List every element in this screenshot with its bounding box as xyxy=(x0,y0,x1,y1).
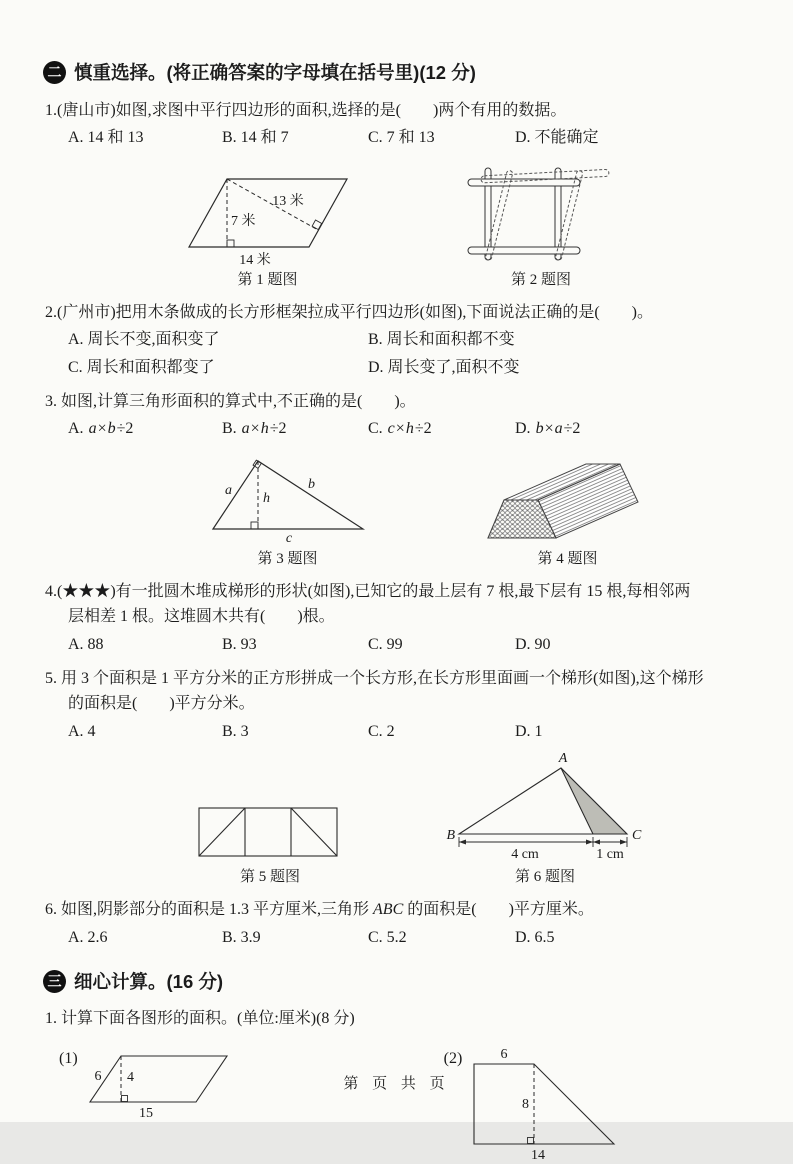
q5-option-b: B. 3 xyxy=(222,722,249,740)
q1-option-c: C. 7 和 13 xyxy=(368,129,435,147)
figure-4-caption: 第 4 题图 xyxy=(537,550,598,567)
section-choice-title: 慎重选择。(将正确答案的字母填在括号里)(12 分) xyxy=(74,62,476,83)
q2-option-b: B. 周长和面积都不变 xyxy=(368,331,515,349)
calc-figure-1-tag: (1) xyxy=(59,1049,78,1067)
q1-option-d: D. 不能确定 xyxy=(515,129,599,147)
question-5-stem-line2: 的面积是( )平方分米。 xyxy=(68,695,255,713)
fig6-vertex-a-label: A xyxy=(558,751,568,767)
q2-option-c: C. 周长和面积都变了 xyxy=(68,358,215,376)
fig1-height-label: 7 米 xyxy=(231,213,256,229)
fig6-segment2-label: 1 cm xyxy=(596,847,624,863)
fig6-vertex-b-label: B xyxy=(446,828,455,844)
parallelogram-figure xyxy=(175,167,360,267)
question-6-stem: 6. 如图,阴影部分的面积是 1.3 平方厘米,三角形 ABC 的面积是( )平方厘米。 xyxy=(45,901,594,919)
figure-6-shaded-triangle xyxy=(445,748,645,889)
figure-3-caption: 第 3 题图 xyxy=(257,550,318,567)
q6-option-b: B. 3.9 xyxy=(222,928,261,946)
question-3-stem: 3. 如图,计算三角形面积的算式中,不正确的是( )。 xyxy=(45,392,416,410)
figure-2-frame xyxy=(465,155,617,292)
q4-option-d: D. 90 xyxy=(515,635,551,653)
fig6-segment1-label: 4 cm xyxy=(511,847,539,863)
triangle-figure xyxy=(205,451,370,546)
figure-6-caption: 第 6 题图 xyxy=(514,869,575,886)
shaded-triangle-figure xyxy=(445,748,645,864)
figure-row-3 xyxy=(195,748,757,889)
question-5-options xyxy=(68,719,757,745)
question-4-options xyxy=(68,632,757,658)
q2-option-d: D. 周长变了,面积不变 xyxy=(368,358,520,376)
section-three-badge-icon: 三 xyxy=(43,970,66,993)
question-1-stem: 1.(唐山市)如图,求图中平行四边形的面积,选择的是( )两个有用的数据。 xyxy=(45,101,567,119)
q6-option-c: C. 5.2 xyxy=(368,928,407,946)
calcfig1-base-label: 15 xyxy=(138,1105,153,1121)
figure-5-caption: 第 5 题图 xyxy=(239,869,300,886)
question-2-stem: 2.(广州市)把用木条做成的长方形框架拉成平行四边形(如图),下面说法正确的是( )。 xyxy=(45,303,653,321)
fig3-side-a-label: a xyxy=(225,482,232,498)
fig1-base-label: 14 米 xyxy=(239,252,271,268)
calc-question-1-stem: 1. 计算下面各图形的面积。(单位:厘米)(8 分) xyxy=(45,1010,355,1028)
question-1-options xyxy=(68,125,757,151)
page-footer: 第 页 共 页 xyxy=(343,1076,450,1092)
calcfig2-top-label: 6 xyxy=(500,1046,508,1062)
fig3-side-c-label: c xyxy=(285,530,293,546)
q5-option-a: A. 4 xyxy=(68,722,96,740)
q2-option-a: A. 周长不变,面积变了 xyxy=(68,331,220,349)
question-3-options xyxy=(68,416,757,442)
triangle-abc-label: ABC xyxy=(373,901,404,919)
q3-option-d: D. b×a÷2 xyxy=(515,420,581,438)
q3-option-c: C. c×h÷2 xyxy=(368,420,432,438)
figure-4-log-pile xyxy=(480,446,655,571)
question-4-stem-line2: 层相差 1 根。这堆圆木共有( )根。 xyxy=(68,608,335,626)
q4-option-c: C. 99 xyxy=(368,635,403,653)
fig3-height-label: h xyxy=(263,490,270,506)
q5-option-d: D. 1 xyxy=(515,722,543,740)
q1-option-a: A. 14 和 13 xyxy=(68,129,144,147)
figure-row-1 xyxy=(175,155,757,292)
figure-1-parallelogram xyxy=(175,167,360,292)
calc-figure-2-tag: (2) xyxy=(443,1049,463,1067)
question-4-stem-line1: 4.(★★★)有一批圆木堆成梯形的形状(如图),已知它的最上层有 7 根,最下层有 15 根,每相邻两 xyxy=(45,582,691,600)
q4-option-b: B. 93 xyxy=(222,635,257,653)
section-calc-header xyxy=(43,967,757,997)
calc-figure-row xyxy=(45,1044,757,1164)
q4-option-a: A. 88 xyxy=(68,635,104,653)
q5-option-c: C. 2 xyxy=(368,722,395,740)
figure-2-caption: 第 2 题图 xyxy=(510,271,571,288)
section-choice-header xyxy=(43,58,757,88)
question-5-stem-line1: 5. 用 3 个面积是 1 平方分米的正方形拼成一个长方形,在长方形里面画一个梯形(如图),这个梯形 xyxy=(45,669,704,687)
calc-figure-2 xyxy=(444,1044,624,1164)
q6-option-a: A. 2.6 xyxy=(68,928,108,946)
figure-1-caption: 第 1 题图 xyxy=(237,271,298,288)
figure-3-triangle xyxy=(205,451,370,571)
calcfig2-base-label: 14 xyxy=(531,1147,546,1163)
fig3-side-b-label: b xyxy=(308,476,315,492)
q3-option-b: B. a×h÷2 xyxy=(222,420,287,438)
calcfig2-height-label: 8 xyxy=(522,1096,530,1112)
fig1-diagonal-label: 13 米 xyxy=(272,193,304,209)
calcfig1-side-label: 6 xyxy=(94,1068,102,1084)
question-6-options xyxy=(68,925,757,951)
question-2-options-row1 xyxy=(68,327,757,353)
q6-option-d: D. 6.5 xyxy=(515,928,555,946)
section-two-badge-icon: 二 xyxy=(43,61,66,84)
figure-5-squares xyxy=(195,786,345,889)
fig6-vertex-c-label: C xyxy=(632,828,642,844)
q1-option-b: B. 14 和 7 xyxy=(222,129,289,147)
calc-trapezoid-figure xyxy=(468,1044,623,1164)
calcfig1-height-label: 4 xyxy=(126,1069,134,1085)
figure-row-2 xyxy=(205,446,757,571)
wooden-frame-figure xyxy=(465,155,617,267)
squares-rectangle-figure xyxy=(195,786,345,864)
log-pile-figure xyxy=(480,446,655,546)
section-calc-title: 细心计算。(16 分) xyxy=(74,970,224,992)
question-2-options-row2 xyxy=(68,355,757,381)
q3-option-a: A. a×b÷2 xyxy=(68,420,134,438)
